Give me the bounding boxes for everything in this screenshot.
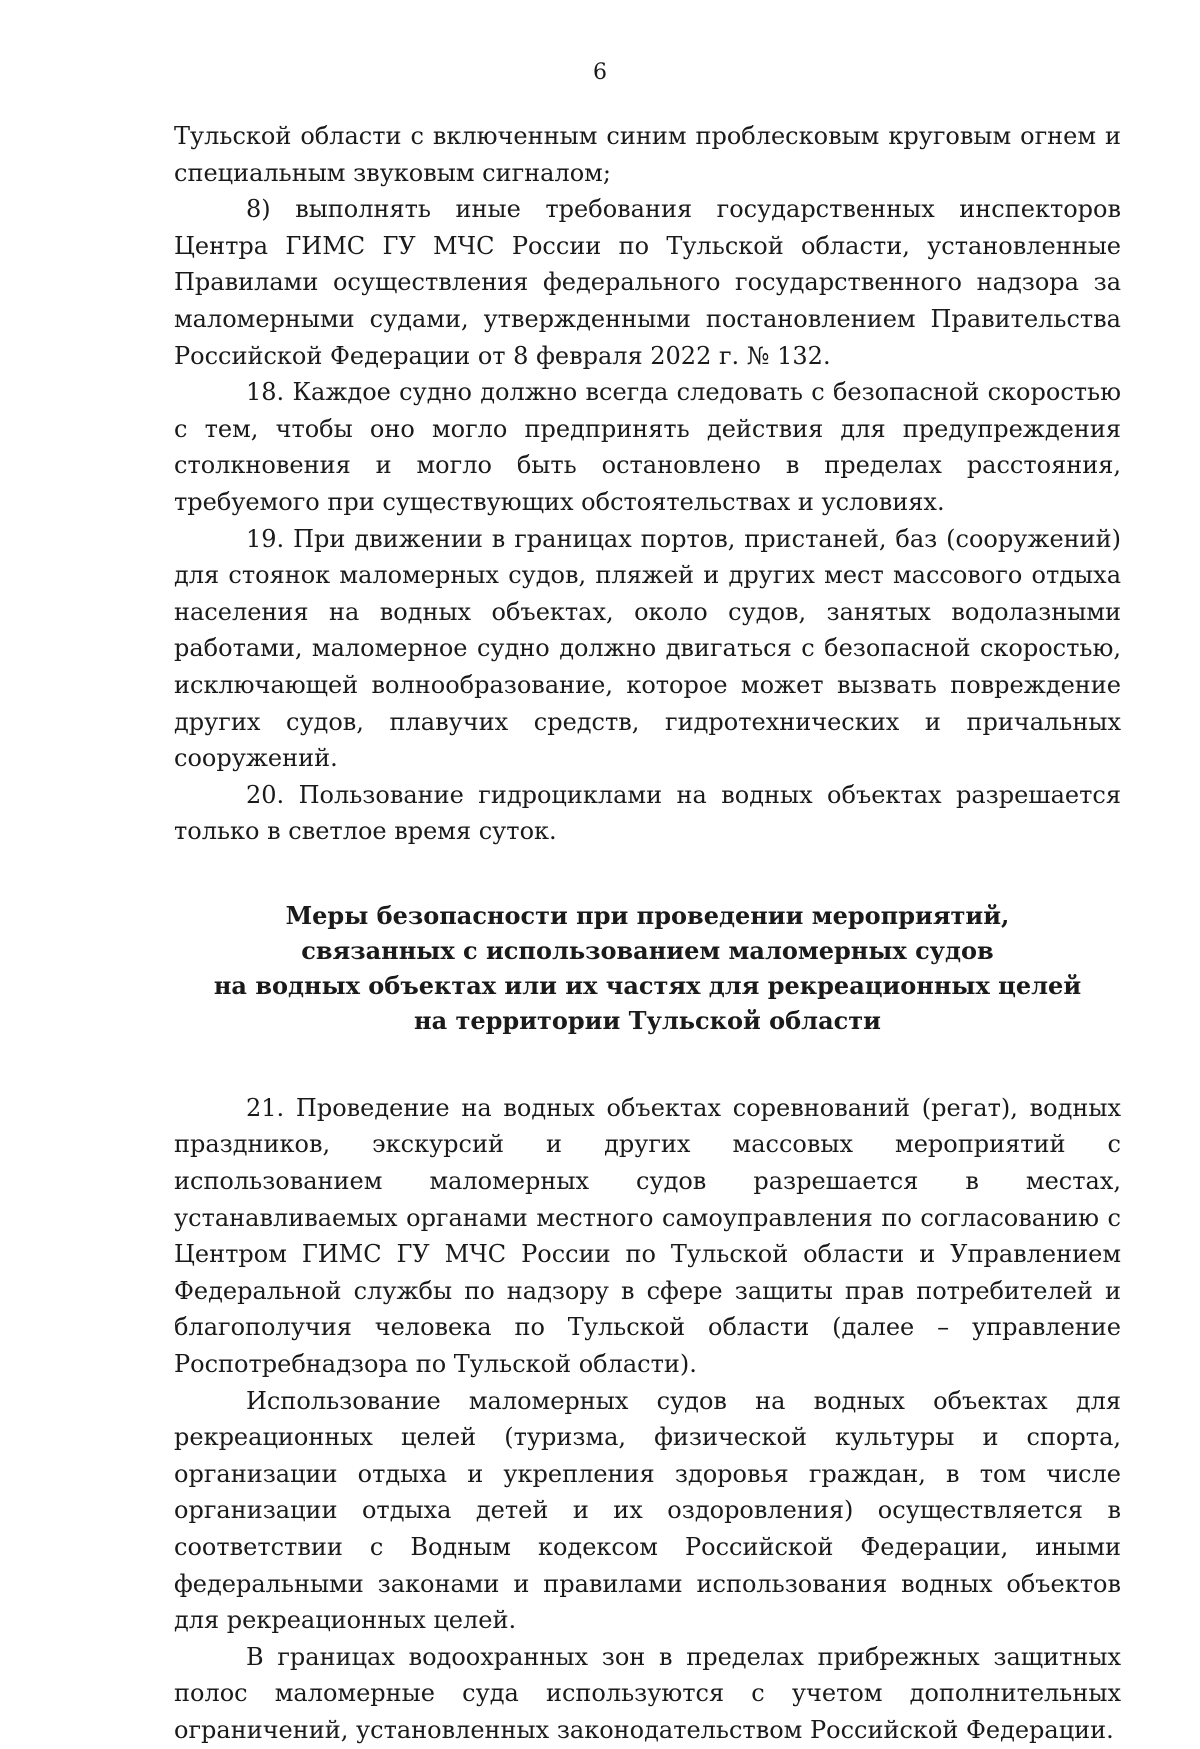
- section-heading-line: связанных с использованием маломерных судов: [301, 935, 994, 965]
- paragraph-water-protection-zones: В границах водоохранных зон в пределах прибрежных защитных полос маломерные суда используются с учетом дополнительных ограничений, установленных законодательством Российской Федерации.: [174, 1642, 1121, 1744]
- document-body: [174, 118, 1121, 1749]
- paragraph-clause-20: 20. Пользование гидроциклами на водных объектах разрешается только в светлое время суток.: [174, 780, 1121, 846]
- section-heading-line: на территории Тульской области: [414, 1005, 881, 1035]
- paragraph-clause-21: 21. Проведение на водных объектах соревнований (регат), водных праздников, экскурсий и других массовых мероприятий с использованием маломерных судов разрешается в местах, устанавливаемых органами местного самоуправления по согласованию с Центром ГИМС ГУ МЧС России по Тульской области и Управлением Федеральной службы по надзору в сфере защиты прав потребителей и благополучия человека по Тульской области (далее – управление Роспотребнадзора по Тульской области).: [174, 1093, 1121, 1379]
- page-number: 6: [593, 60, 607, 85]
- paragraph-continuation: Тульской области с включенным синим проблесковым круговым огнем и специальным звуковым сигналом;: [174, 122, 1121, 187]
- section-heading: [174, 898, 1121, 1038]
- section-heading-line: на водных объектах или их частях для рекреационных целей: [213, 970, 1082, 1000]
- paragraph-clause-18: 18. Каждое судно должно всегда следовать с безопасной скоростью с тем, чтобы оно могло предпринять действия для предупреждения столкновения и могло быть остановлено в пределах расстояния, требуемого при существующих обстоятельствах и условиях.: [174, 378, 1121, 516]
- section-heading-line: Меры безопасности при проведении мероприятий,: [285, 900, 1010, 930]
- paragraph-clause-19: 19. При движении в границах портов, пристаней, баз (сооружений) для стоянок маломерных судов, пляжей и других мест массового отдыха населения на водных объектах, около судов, занятых водолазными работами, маломерное судно должно двигаться с безопасной скоростью, исключающей волнообразование, которое может вызвать повреждение других судов, плавучих средств, гидротехнических и причальных сооружений.: [174, 524, 1121, 773]
- paragraph-item-8: 8) выполнять иные требования государственных инспекторов Центра ГИМС ГУ МЧС России по Тульской области, установленные Правилами осуществления федерального государственного надзора за маломерными судами, утвержденными постановлением Правительства Российской Федерации от 8 февраля 2022 г. № 132.: [174, 195, 1121, 370]
- paragraph-recreational-use: Использование маломерных судов на водных объектах для рекреационных целей (туризма, физической культуры и спорта, организации отдыха и укрепления здоровья граждан, в том числе организации отдыха детей и их оздоровления) осуществляется в соответствии с Водным кодексом Российской Федерации, иными федеральными законами и правилами использования водных объектов для рекреационных целей.: [174, 1386, 1121, 1635]
